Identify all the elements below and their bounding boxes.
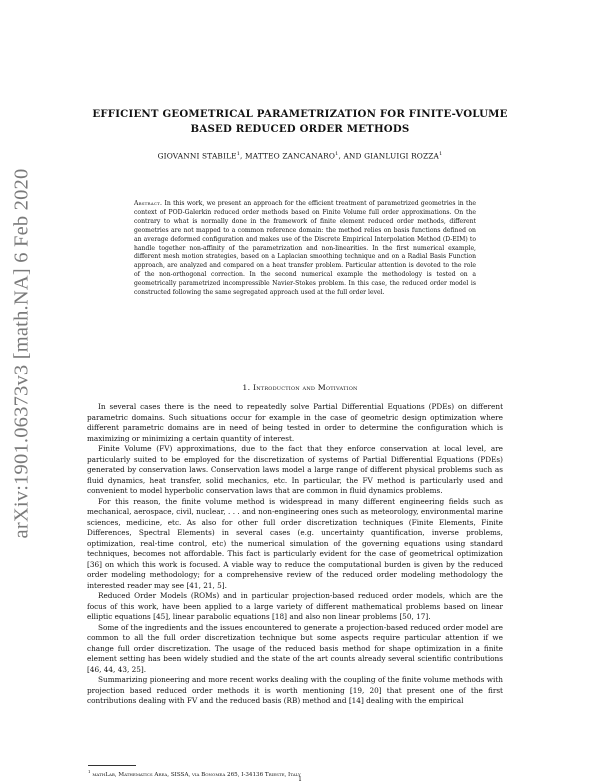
author-name: GIOVANNI STABILE	[157, 151, 237, 161]
paragraph: In several cases there is the need to repeatedly solve Partial Differential Equations (PDEs) on different parametric domains. Such situations occur for example in the case of geometric design optimization where different parametric domains are in need of being tested in order to determine the configuration which is maximizing or minimizing a certain quantity of interest.	[87, 402, 503, 443]
abstract-label: Abstract.	[134, 200, 163, 207]
page-number: 1	[298, 776, 302, 783]
body-text	[87, 402, 503, 707]
affiliation-mark: 1	[236, 151, 241, 157]
paper-title: EFFICIENT GEOMETRICAL PARAMETRIZATION FOR FINITE-VOLUME BASED REDUCED ORDER METHODS	[92, 108, 508, 135]
author-separator: ,	[338, 151, 344, 161]
paragraph: Summarizing pioneering and more recent works dealing with the coupling of the finite volume methods with projection based reduced order methods it is worth mentioning [19, 20] that present one of the first contributions dealing with FV and the reduced basis (RB) method and [14] dealing with the empirical	[87, 675, 503, 705]
author-separator: ,	[240, 151, 246, 161]
author-name: AND GIANLUIGI ROZZA	[343, 151, 440, 161]
paragraph: Finite Volume (FV) approximations, due to the fact that they enforce conservation at local level, are particularly suited to be employed for the discretization of systems of Partial Differential Equations (PDEs) generated by conservation laws. Conservation laws model a large range of different physical problems such as fluid dynamics, heat transfer, solid mechanics, etc. In particular, the FV method is particularly used and convenient to model hyperbolic conservation laws that are common in fluid dynamics problems.	[87, 444, 503, 495]
abstract-text: In this work, we present an approach for the efficient treatment of parametrized geometries in the context of POD-Galerkin reduced order methods based on Finite Volume full order approximations. On the contrary to what is normally done in the framework of finite element reduced order methods, different geometries are not mapped to a common reference domain: the method relies on basis functions defined on an average deformed configuration and makes use of the Discrete Empirical Interpolation Method (D-EIM) to handle together non-affinity of the parametrization and non-linearities. In the first numerical example, different mesh motion strategies, based on a Laplacian smoothing technique and on a Radial Basis Function approach, are analyzed and compared on a heat transfer problem. Particular attention is devoted to the role of the non-orthogonal correction. In the second numerical example the methodology is tested on a geometrically parametrized incompressible Navier-Stokes problem. In this case, the reduced order model is constructed following the same segregated approach used at the full order level.	[134, 200, 477, 297]
section-heading: 1. Introduction and Motivation	[242, 383, 358, 392]
paragraph: Reduced Order Models (ROMs) and in particular projection-based reduced order models, which are the focus of this work, have been applied to a large variety of different mathematical problems based on linear elliptic equations [45], linear parabolic equations [18] and also non linear problems [50, 17].	[87, 591, 503, 621]
paragraph: Some of the ingredients and the issues encountered to generate a projection-based reduced order model are common to all the full order discretization technique but some aspects require particular attention if we change full order discretization. The usage of the reduced basis method for shape optimization in a finite element setting has been widely studied and the state of the art counts already several scientific contributions [46, 44, 43, 25].	[87, 622, 503, 674]
footnote-text: mathLab, Mathematics Area, SISSA, via Bonomea 265, I-34136 Trieste, Italy	[92, 771, 301, 778]
footnote-divider	[88, 765, 136, 766]
arxiv-identifier	[4, 118, 40, 588]
arxiv-identifier-text: arXiv:1901.06373v3 [math.NA] 6 Feb 2020	[10, 168, 33, 538]
author-name: MATTEO ZANCANARO	[245, 151, 336, 161]
affiliation-mark: 1	[335, 151, 339, 157]
footnote-mark: 1	[88, 769, 91, 774]
affiliation-mark: 1	[439, 151, 443, 157]
author-line	[80, 151, 520, 160]
paragraph: For this reason, the finite volume method is widespread in many different engineering fields such as mechanical, aerospace, civil, nuclear, . . . and non-engineering ones such as meteorology, environmental marine sciences, medicine, etc. As also for other full order discretization techniques (Finite Elements, Finite Differences, Spectral Elements) in several cases (e.g. uncertainty quantification, inverse problems, optimization, real-time control, etc) the numerical simulation of the governing equations using standard techniques, becomes not affordable. This fact is particularly evident for the case of geometrical optimization [36] on which this work is focused. A viable way to reduce the computational burden is given by the reduced order modeling methodology; for a comprehensive review of the reduced order modeling methodology the interested reader may see [41, 21, 5].	[87, 496, 503, 590]
abstract	[134, 200, 476, 298]
